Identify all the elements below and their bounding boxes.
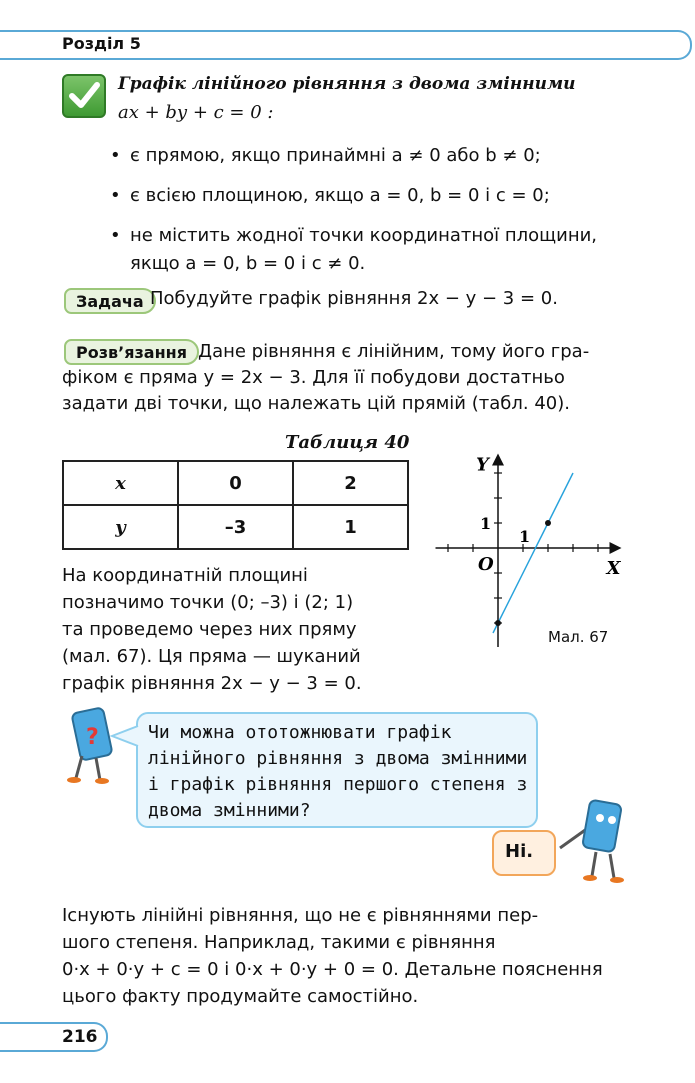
table-cell: y: [63, 505, 178, 549]
answer-text: Ні.: [505, 841, 534, 862]
x-axis-label: X: [606, 558, 621, 579]
question-text: Чи можна ототожнювати графік лінійного рівняння з двома змінними і графік рівняння першого степеня з двома змінними?: [148, 722, 528, 821]
bullet-text: є прямою, якщо принаймні a ≠ 0 або b ≠ 0;: [130, 145, 541, 166]
graph-point: [545, 520, 551, 526]
task-text: Побудуйте графік рівняння 2x − y − 3 = 0.: [150, 288, 558, 309]
table-cell: 1: [293, 505, 408, 549]
graph-line: [493, 473, 573, 633]
origin-label: O: [478, 554, 494, 575]
bullet-text: є всією площиною, якщо a = 0, b = 0 і c = 0;: [130, 185, 550, 206]
graph-point: [495, 620, 501, 626]
table-caption: Таблиця 40: [285, 432, 410, 453]
svg-text:?: ?: [86, 725, 99, 750]
table-row: [63, 461, 408, 505]
bullet-dot: •: [110, 185, 121, 206]
conclusion-line: шого степеня. Наприклад, такими є рівняння: [62, 932, 496, 953]
plot-text-line: (мал. 67). Ця пряма — шуканий: [62, 646, 361, 667]
checkmark-icon: [62, 74, 106, 118]
figure-caption: Мал. 67: [548, 628, 609, 646]
definition-title: Графік лінійного рівняння з двома змінними: [118, 74, 576, 94]
section-label: Розділ 5: [62, 34, 141, 53]
bubble-pointer: [110, 724, 140, 748]
table-cell: x: [63, 461, 178, 505]
plot-text-line: позначимо точки (0; –3) і (2; 1): [62, 592, 354, 613]
solution-tag: Розв’язання: [64, 339, 199, 365]
table-row: [63, 505, 408, 549]
phone-mascot-icon: [556, 798, 638, 884]
conclusion-line: цього факту продумайте самостійно.: [62, 986, 419, 1007]
task-tag: Задача: [64, 288, 156, 314]
plot-text-line: На координатній площині: [62, 565, 308, 586]
page-number: 216: [62, 1027, 98, 1047]
conclusion-line: 0·x + 0·y + c = 0 і 0·x + 0·y + 0 = 0. Детальне пояснення: [62, 959, 603, 980]
table-cell: 2: [293, 461, 408, 505]
bullet-dot: •: [110, 145, 121, 166]
conclusion-line: Існують лінійні рівняння, що не є рівняннями пер-: [62, 905, 539, 926]
coordinate-graph: [420, 440, 635, 655]
definition-formula: ax + by + c = 0 :: [118, 102, 274, 123]
y-axis-label: Y: [476, 454, 489, 476]
table-cell: 0: [178, 461, 293, 505]
bullet-text: не містить жодної точки координатної площини, якщо a = 0, b = 0 і c ≠ 0.: [130, 225, 598, 274]
solution-line: задати дві точки, що належать цій прямій (табл. 40).: [62, 393, 570, 414]
y-tick-label: 1: [480, 514, 492, 533]
solution-line: фіком є пряма y = 2x − 3. Для її побудови достатньо: [62, 367, 565, 388]
x-tick-label: 1: [519, 527, 531, 546]
bullet-dot: •: [110, 225, 121, 246]
plot-text-line: та проведемо через них пряму: [62, 619, 357, 640]
solution-line: Дане рівняння є лінійним, тому його гра-: [198, 341, 590, 362]
table-cell: –3: [178, 505, 293, 549]
plot-text-line: графік рівняння 2x − y − 3 = 0.: [62, 673, 362, 694]
values-table: [62, 460, 409, 550]
